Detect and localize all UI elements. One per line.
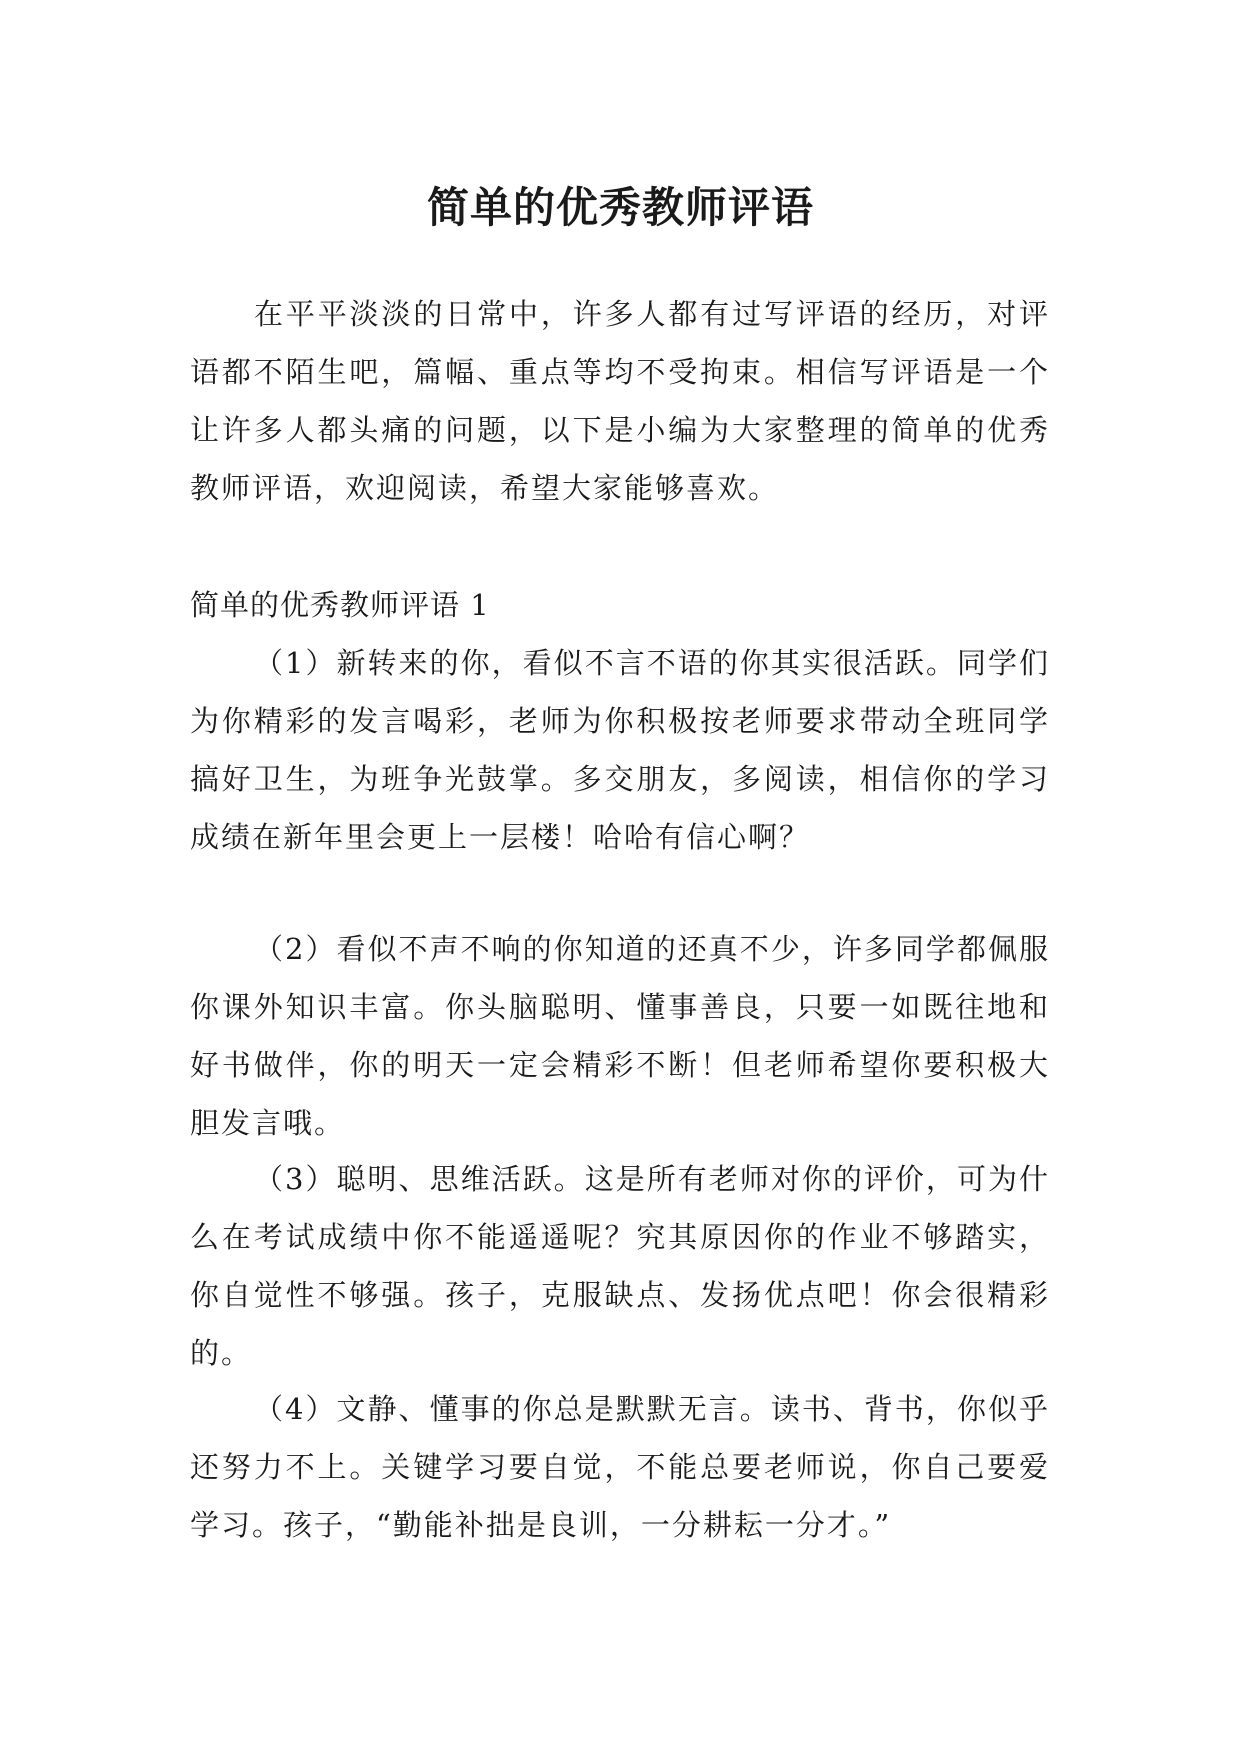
comment-paragraph-4: （4）文静、懂事的你总是默默无言。读书、背书，你似乎还努力不上。关键学习要自觉，不能总要老师说，你自己要爱学习。孩子，“勤能补拙是良训，一分耕耘一分才。”: [190, 1392, 1050, 1542]
comment-paragraph-2: （2）看似不声不响的你知道的还真不少，许多同学都佩服你课外知识丰富。你头脑聪明、懂事善良，只要一如既往地和好书做伴，你的明天一定会精彩不断！但老师希望你要积极大胆发言哦。: [190, 932, 1050, 1140]
intro-paragraph: 在平平淡淡的日常中，许多人都有过写评语的经历，对评语都不陌生吧，篇幅、重点等均不受拘束。相信写评语是一个让许多人都头痛的问题，以下是小编为大家整理的简单的优秀教师评语，欢迎阅读，希望大家能够喜欢。: [190, 297, 1050, 505]
comment-paragraph-1: （1）新转来的你，看似不言不语的你其实很活跃。同学们为你精彩的发言喝彩，老师为你积极按老师要求带动全班同学搞好卫生，为班争光鼓掌。多交朋友，多阅读，相信你的学习成绩在新年里会更上一层楼！哈哈有信心啊？: [190, 646, 1050, 854]
comment-paragraph-3: （3）聪明、思维活跃。这是所有老师对你的评价，可为什么在考试成绩中你不能遥遥呢？究其原因你的作业不够踏实，你自觉性不够强。孩子，克服缺点、发扬优点吧！你会很精彩的。: [190, 1162, 1050, 1370]
section-heading: 简单的优秀教师评语 1: [190, 588, 490, 622]
document-title: 简单的优秀教师评语: [426, 183, 814, 233]
